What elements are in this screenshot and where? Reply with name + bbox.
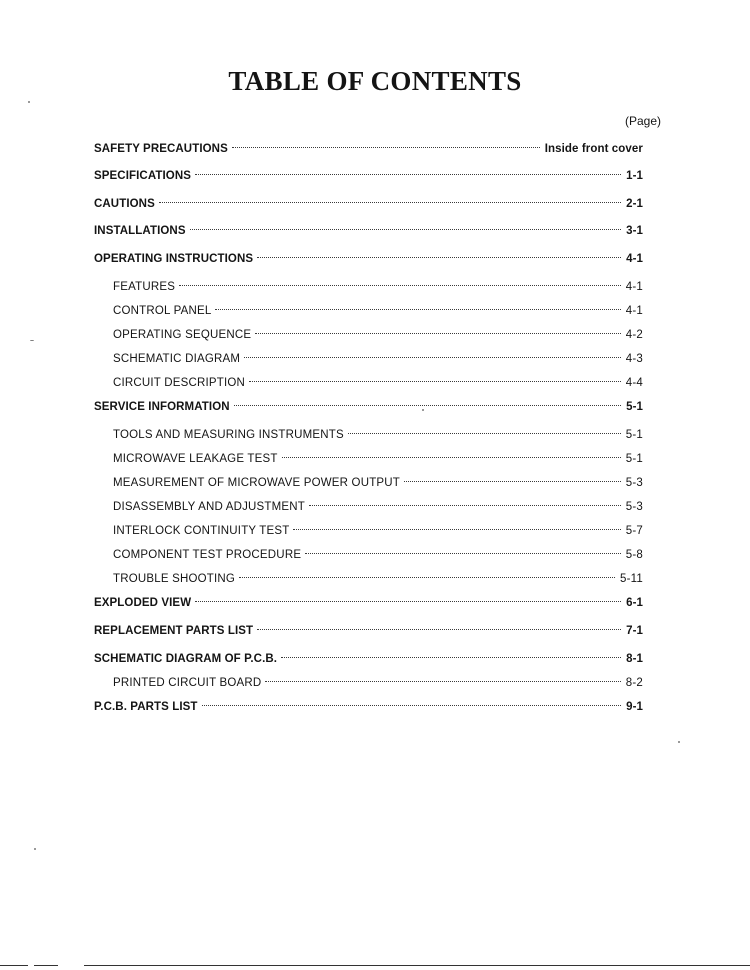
toc-entry: [113, 302, 643, 320]
toc-leader-dots: [281, 657, 621, 658]
toc-entry-label: SERVICE INFORMATION: [94, 401, 230, 413]
toc-entry: [113, 674, 643, 692]
page-column-label: (Page): [624, 114, 661, 128]
toc-entry-label: CIRCUIT DESCRIPTION: [113, 377, 246, 389]
toc-entry-page: 7-1: [626, 625, 643, 637]
toc-entry-label: DISASSEMBLY AND ADJUSTMENT: [113, 501, 306, 513]
footer-rule-short: [0, 965, 28, 966]
toc-entry-label: REPLACEMENT PARTS LIST: [94, 625, 254, 637]
toc-entry: [113, 474, 643, 492]
toc-leader-dots: [265, 681, 620, 682]
toc-entry-page: 5-11: [620, 573, 643, 585]
toc-entry: [113, 350, 643, 368]
toc-entry-page: 5-3: [625, 477, 643, 489]
toc-entry: [94, 398, 643, 416]
toc-entry-label: CONTROL PANEL: [113, 305, 212, 317]
toc-entry: [94, 650, 643, 668]
toc-entry-label: MICROWAVE LEAKAGE TEST: [113, 453, 278, 465]
toc-leader-dots: [348, 433, 621, 434]
toc-entry-page: 8-2: [625, 677, 643, 689]
toc-entry: [113, 326, 643, 344]
toc-leader-dots: [239, 577, 615, 578]
toc-entry-label: P.C.B. PARTS LIST: [94, 701, 198, 713]
toc-entry: [113, 450, 643, 468]
toc-entry: [94, 698, 643, 716]
toc-entry-label: OPERATING INSTRUCTIONS: [94, 253, 254, 265]
toc-leader-dots: [202, 705, 622, 706]
toc-entry: [113, 278, 643, 296]
toc-leader-dots: [257, 629, 621, 630]
toc-entry: [113, 426, 643, 444]
toc-entry-page: 8-1: [626, 653, 643, 665]
toc-entry-label: SAFETY PRECAUTIONS: [94, 143, 228, 155]
toc-leader-dots: [234, 405, 621, 406]
toc-entry-page: 5-8: [625, 549, 643, 561]
toc-leader-dots: [195, 601, 621, 602]
toc-entry-page: 5-3: [625, 501, 643, 513]
toc-entry-label: SCHEMATIC DIAGRAM OF P.C.B.: [94, 653, 278, 665]
toc-entry-page: 1-1: [626, 170, 643, 182]
page-title: TABLE OF CONTENTS: [228, 66, 522, 96]
toc-leader-dots: [249, 381, 621, 382]
toc-entry-label: OPERATING SEQUENCE: [113, 329, 252, 341]
scan-speck: [34, 848, 36, 850]
toc-entry: [113, 570, 643, 588]
toc-leader-dots: [282, 457, 621, 458]
toc-entry-label: FEATURES: [113, 281, 176, 293]
toc-entry-page: 3-1: [626, 225, 643, 237]
toc-entry-page: 5-1: [626, 401, 643, 413]
toc-leader-dots: [293, 529, 620, 530]
toc-entry-page: 6-1: [626, 597, 643, 609]
toc-entry: [113, 546, 643, 564]
toc-entry-page: 5-1: [625, 429, 643, 441]
toc-entry-label: COMPONENT TEST PROCEDURE: [113, 549, 302, 561]
toc-entry-label: MEASUREMENT OF MICROWAVE POWER OUTPUT: [113, 477, 401, 489]
toc-entry: [113, 374, 643, 392]
toc-entry: [94, 250, 643, 268]
toc-entry-page: 2-1: [626, 198, 643, 210]
toc-entry-label: INSTALLATIONS: [94, 225, 186, 237]
toc-entry-label: INTERLOCK CONTINUITY TEST: [113, 525, 290, 537]
toc-leader-dots: [404, 481, 621, 482]
toc-entry: [94, 195, 643, 213]
toc-entry-page: 4-1: [625, 281, 643, 293]
toc-entry: [94, 167, 643, 185]
toc-entry: [113, 498, 643, 516]
toc-leader-dots: [255, 333, 621, 334]
footer-rule-short: [34, 965, 58, 966]
toc-entry-page: 5-7: [625, 525, 643, 537]
toc-entry-page: 4-1: [625, 305, 643, 317]
scan-speck: [678, 741, 680, 743]
toc-leader-dots: [190, 229, 621, 230]
toc-entry-page: 4-2: [625, 329, 643, 341]
toc-leader-dots: [179, 285, 621, 286]
toc-leader-dots: [215, 309, 620, 310]
toc-leader-dots: [244, 357, 621, 358]
toc-leader-dots: [305, 553, 621, 554]
scan-speck: [28, 101, 30, 103]
toc-entry-page: 4-3: [625, 353, 643, 365]
toc-entry: [94, 594, 643, 612]
toc-entry-page: 9-1: [626, 701, 643, 713]
toc-entry: [94, 222, 643, 240]
toc-leader-dots: [257, 257, 621, 258]
toc-entry-label: CAUTIONS: [94, 198, 155, 210]
scan-speck: [30, 340, 34, 341]
toc-leader-dots: [159, 202, 621, 203]
toc-leader-dots: [232, 147, 540, 148]
toc-entry-label: PRINTED CIRCUIT BOARD: [113, 677, 262, 689]
footer-rule: [84, 965, 750, 966]
toc-entry-page: 5-1: [625, 453, 643, 465]
toc-entry-label: SPECIFICATIONS: [94, 170, 192, 182]
toc-leader-dots: [309, 505, 621, 506]
toc-entry-page: Inside front cover: [544, 143, 643, 155]
toc-entry-label: EXPLODED VIEW: [94, 597, 192, 609]
scan-speck: [422, 409, 424, 411]
toc-entry: [94, 140, 643, 158]
toc-entry: [113, 522, 643, 540]
toc-entry-label: SCHEMATIC DIAGRAM: [113, 353, 241, 365]
toc-entry: [94, 622, 643, 640]
toc-entry-page: 4-1: [626, 253, 643, 265]
toc-leader-dots: [195, 174, 621, 175]
toc-entry-page: 4-4: [625, 377, 643, 389]
toc-entry-label: TOOLS AND MEASURING INSTRUMENTS: [113, 429, 344, 441]
toc-entry-label: TROUBLE SHOOTING: [113, 573, 236, 585]
